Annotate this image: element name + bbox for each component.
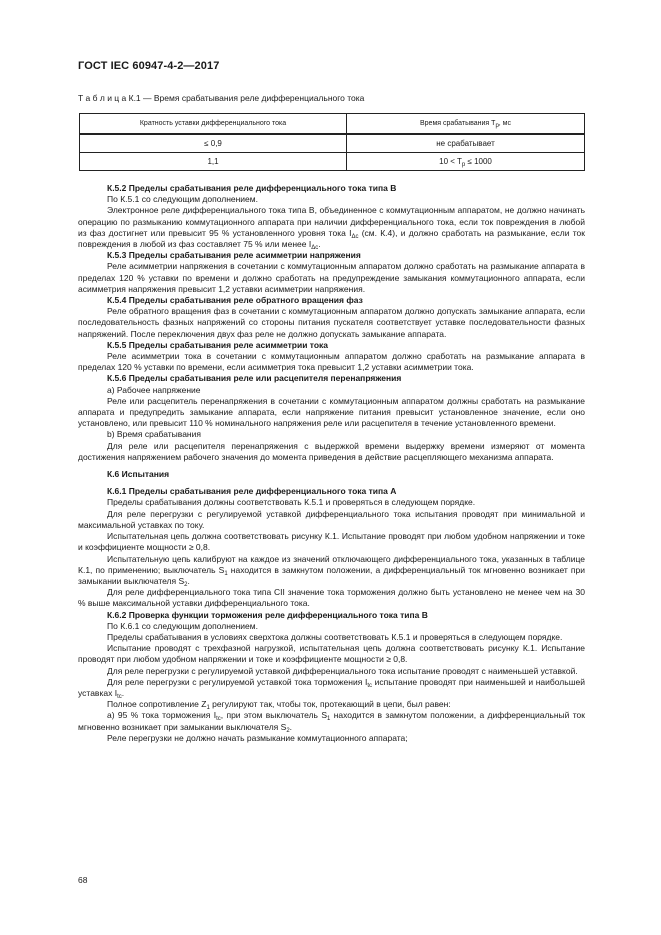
paragraph: Испытание проводят с трехфазной нагрузкой, испытательная цепь должна соответствовать рисунку К.1. Испытание проводят при любом удобном напряжении и токе и коэффициенте мощности ≥ 0,8.: [78, 643, 585, 665]
paragraph: По К.6.1 со следующим дополнением.: [107, 620, 258, 631]
paragraph: Испытательная цепь должна соответствовать рисунку К.1. Испытание проводят при любом удобном напряжении и токе и коэффициенте мощности ≥ 0,8.: [78, 531, 585, 553]
section-heading-k6: К.6 Испытания: [107, 469, 170, 480]
paragraph: Для реле перегрузки с регулируемой уставкой дифференциального тока испытание проводят с наименьшей уставкой.: [107, 665, 578, 676]
section-heading-k55: К.5.5 Пределы срабатывания реле асимметрии тока: [107, 339, 329, 350]
section-heading-k53: К.5.3 Пределы срабатывания реле асимметрии напряжения: [107, 250, 361, 261]
paragraph: Реле перегрузки не должно начать размыкание коммутационного аппарата;: [107, 732, 408, 743]
table-header-time: Время срабатывания $T_p$, мс: [347, 114, 585, 135]
paragraph: Реле или расцепитель перенапряжения в сочетании с коммутационным аппаратом должны сработать на размыкание аппарата и предупредить замыкание аппарата, если напряжение питания превысит установленное значение, если оно установлено, или превысит 110 % номинального напряжения реле или расцепителя в течение установленного времени.: [78, 395, 585, 429]
paragraph: Для реле дифференциального тока типа СII значение тока торможения должно быть установлено не менее чем на 30 % выше максимальной уставки дифференциального тока.: [78, 587, 585, 609]
table-cell-time: не срабатывает: [347, 134, 585, 153]
table-cell-multiplicity: ≤ 0,9: [80, 134, 347, 153]
paragraph: Электронное реле дифференциального тока типа В, объединенное с коммутационным аппаратом, не должно начинать операцию по размыканию коммутационного аппарата при наличии дифференциального тока, если ток повреждения в любой из фаз достигнет или превысит 95 % установленного уровня тока $I_{\Delta c}$ (см. К.4), и должно сработать на размыкание, если ток повреждения в любой из фаз составляет 75 % или менее $I_{\Delta c}$.: [78, 205, 585, 252]
list-item: а) Рабочее напряжение: [107, 384, 201, 395]
table-caption: Т а б л и ц а К.1 — Время срабатывания реле дифференциального тока: [78, 93, 365, 103]
paragraph: Полное сопротивление $Z_1$ регулируют так, чтобы ток, протекающий в цепи, был равен:: [107, 699, 451, 712]
table-row: [80, 153, 585, 171]
table-cell-time: $10 < T_p \le 1000$: [347, 153, 585, 171]
list-item: b) Время срабатывания: [107, 429, 201, 440]
paragraph: Пределы срабатывания в условиях сверхтока должны соответствовать К.5.1 и проверяться в следующем порядке.: [107, 631, 563, 642]
table-header-row: [80, 114, 585, 135]
paragraph: Для реле перегрузки с регулируемой уставкой дифференциального тока испытания проводят при минимальной и максимальной уставках по току.: [78, 508, 585, 530]
list-item: а) 95 % тока торможения $I_{tc}$, при этом выключатель $S_1$ находится в замкнутом положении, а дифференциальный ток мгновенно возникает при замыкании выключателя $S_2$.: [78, 710, 585, 734]
table-row: [80, 134, 585, 153]
paragraph: Для реле перегрузки с регулируемой уставкой тока торможения $I_{tc}$ испытание проводят при наименьшей и наибольшей уставках $I_{tc}$.: [78, 676, 585, 700]
section-heading-k62: К.6.2 Проверка функции торможения реле дифференциального тока типа В: [107, 609, 428, 620]
paragraph: Для реле или расцепителя перенапряжения с выдержкой времени выдержку времени измеряют от момента достижения напряжением рабочего значения до момента приведения в действие расцепляющего механизма аппарата.: [78, 440, 585, 462]
paragraph: Реле обратного вращения фаз в сочетании с коммутационным аппаратом должно допускать замыкание аппарата, если последовательность фазных напряжений со стороны питания пускателя соответствует уставке последовательности фазных напряжений. После переключения двух фаз реле не должно допускать замыкание аппарата.: [78, 306, 585, 339]
document-header: ГОСТ IEC 60947-4-2—2017: [78, 60, 220, 72]
paragraph: Испытательную цепь калибруют на каждое из значений отключающего дифференциального тока, указанных в таблице К.1, по применению; выключатель $S_1$ находится в замкнутом положении, а дифференциальный ток мгновенно возникает при замыкании выключателя $S_2$.: [78, 553, 585, 588]
section-heading-k54: К.5.4 Пределы срабатывания реле обратного вращения фаз: [107, 295, 363, 306]
section-heading-k61: К.6.1 Пределы срабатывания реле дифференциального тока типа А: [107, 486, 397, 497]
table-cell-multiplicity: 1,1: [80, 153, 347, 171]
paragraph: Реле асимметрии напряжения в сочетании с коммутационным аппаратом должно сработать на размыкание аппарата в пределах 120 % уставки по времени и должно сработать на предупреждение замыкания коммутационного аппарата, если асимметрия напряжения превысит 1,2 уставки асимметрии напряжения.: [78, 261, 585, 294]
page-number: 68: [78, 875, 88, 885]
table-header-multiplicity: Кратность уставки дифференциального тока: [80, 114, 347, 135]
paragraph: Пределы срабатывания должны соответствовать К.5.1 и проверяться в следующем порядке.: [107, 497, 476, 508]
section-heading-k56: К.5.6 Пределы срабатывания реле или расцепителя перенапряжения: [107, 373, 402, 384]
table-k1: [79, 113, 585, 171]
section-heading-k52: К.5.2 Пределы срабатывания реле дифференциального тока типа В: [107, 183, 397, 193]
paragraph: По К.5.1 со следующим дополнением.: [107, 194, 258, 205]
paragraph: Реле асимметрии тока в сочетании с коммутационным аппаратом должно сработать на размыкание аппарата в пределах 120 % уставки по времени, если асимметрия тока превысит 1,2 уставки асимметрии тока.: [78, 351, 585, 373]
document-body: [78, 183, 585, 744]
